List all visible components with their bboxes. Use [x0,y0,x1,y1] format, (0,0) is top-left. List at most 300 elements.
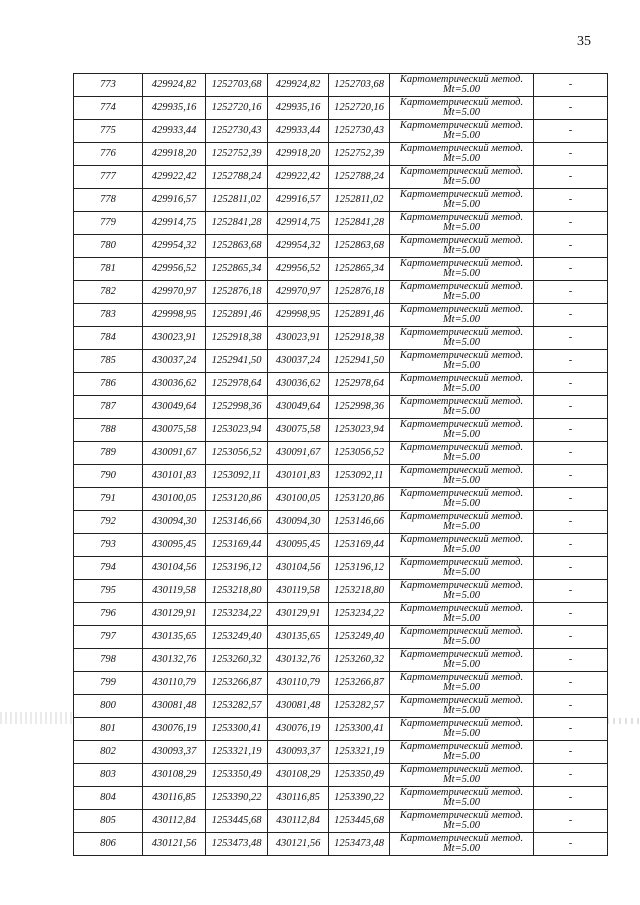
y-coordinate-cell: 1252941,50 [329,350,390,373]
x-coordinate-cell: 430023,91 [143,327,206,350]
table-row [74,442,608,465]
accuracy-line: Mt=5.00 [442,107,481,118]
y-coordinate-cell: 1252891,46 [329,304,390,327]
x-coordinate-cell: 429933,44 [143,120,206,143]
x-coordinate-cell: 429935,16 [268,97,329,120]
accuracy-line: Mt=5.00 [442,176,481,187]
method-line: Картометрический метод. [399,603,524,614]
method-line: Картометрический метод. [399,580,524,591]
table-row [74,511,608,534]
method-cell [390,281,534,304]
note-cell: - [534,442,608,465]
point-number-cell: 786 [74,373,143,396]
y-coordinate-cell: 1253390,22 [206,787,268,810]
y-coordinate-cell: 1253266,87 [329,672,390,695]
accuracy-line: Mt=5.00 [442,774,481,785]
point-number-cell: 785 [74,350,143,373]
method-cell [390,511,534,534]
point-number-cell: 790 [74,465,143,488]
x-coordinate-cell: 429922,42 [143,166,206,189]
method-line: Картометрический метод. [399,166,524,177]
accuracy-line: Mt=5.00 [442,498,481,509]
method-cell [390,718,534,741]
table-row [74,304,608,327]
table-row [74,649,608,672]
x-coordinate-cell: 430049,64 [268,396,329,419]
y-coordinate-cell: 1252978,64 [206,373,268,396]
table-row [74,557,608,580]
accuracy-line: Mt=5.00 [442,544,481,555]
x-coordinate-cell: 430110,79 [268,672,329,695]
point-number-cell: 780 [74,235,143,258]
accuracy-line: Mt=5.00 [442,567,481,578]
x-coordinate-cell: 430081,48 [268,695,329,718]
note-cell: - [534,304,608,327]
y-coordinate-cell: 1253350,49 [329,764,390,787]
x-coordinate-cell: 430036,62 [268,373,329,396]
accuracy-line: Mt=5.00 [442,268,481,279]
accuracy-line: Mt=5.00 [442,429,481,440]
note-cell: - [534,143,608,166]
note-cell: - [534,764,608,787]
table-row [74,833,608,856]
y-coordinate-cell: 1253092,11 [206,465,268,488]
y-coordinate-cell: 1252876,18 [329,281,390,304]
point-number-cell: 775 [74,120,143,143]
table-row [74,695,608,718]
point-number-cell: 796 [74,603,143,626]
note-cell: - [534,120,608,143]
note-cell: - [534,235,608,258]
note-cell: - [534,833,608,856]
y-coordinate-cell: 1252730,43 [206,120,268,143]
note-cell: - [534,603,608,626]
accuracy-line: Mt=5.00 [442,820,481,831]
point-number-cell: 801 [74,718,143,741]
table-row [74,603,608,626]
x-coordinate-cell: 430101,83 [268,465,329,488]
point-number-cell: 799 [74,672,143,695]
note-cell: - [534,419,608,442]
accuracy-line: Mt=5.00 [442,521,481,532]
x-coordinate-cell: 430119,58 [268,580,329,603]
x-coordinate-cell: 429924,82 [143,74,206,97]
method-cell [390,534,534,557]
point-number-cell: 797 [74,626,143,649]
method-line: Картометрический метод. [399,442,524,453]
method-line: Картометрический метод. [399,741,524,752]
x-coordinate-cell: 430108,29 [143,764,206,787]
table-row [74,120,608,143]
y-coordinate-cell: 1253146,66 [206,511,268,534]
point-number-cell: 774 [74,97,143,120]
accuracy-line: Mt=5.00 [442,636,481,647]
note-cell: - [534,534,608,557]
table-row [74,258,608,281]
method-line: Картометрический метод. [399,258,524,269]
method-line: Картометрический метод. [399,649,524,660]
note-cell: - [534,74,608,97]
x-coordinate-cell: 430023,91 [268,327,329,350]
method-cell [390,212,534,235]
table-row [74,764,608,787]
y-coordinate-cell: 1252720,16 [329,97,390,120]
method-cell [390,488,534,511]
accuracy-line: Mt=5.00 [442,383,481,394]
method-cell [390,373,534,396]
y-coordinate-cell: 1253321,19 [329,741,390,764]
method-line: Картометрический метод. [399,304,524,315]
table-row [74,465,608,488]
table-row [74,189,608,212]
x-coordinate-cell: 430132,76 [143,649,206,672]
x-coordinate-cell: 430036,62 [143,373,206,396]
y-coordinate-cell: 1253260,32 [329,649,390,672]
x-coordinate-cell: 429918,20 [143,143,206,166]
page-number: 35 [577,34,591,49]
note-cell: - [534,580,608,603]
method-cell [390,396,534,419]
accuracy-line: Mt=5.00 [442,130,481,141]
point-number-cell: 789 [74,442,143,465]
table-row [74,488,608,511]
y-coordinate-cell: 1253260,32 [206,649,268,672]
table-row [74,235,608,258]
y-coordinate-cell: 1252918,38 [206,327,268,350]
y-coordinate-cell: 1252863,68 [329,235,390,258]
y-coordinate-cell: 1253473,48 [329,833,390,856]
accuracy-line: Mt=5.00 [442,728,481,739]
x-coordinate-cell: 430135,65 [268,626,329,649]
x-coordinate-cell: 429918,20 [268,143,329,166]
note-cell: - [534,649,608,672]
x-coordinate-cell: 430132,76 [268,649,329,672]
y-coordinate-cell: 1253218,80 [206,580,268,603]
note-cell: - [534,281,608,304]
x-coordinate-cell: 430104,56 [268,557,329,580]
x-coordinate-cell: 429956,52 [143,258,206,281]
method-cell [390,580,534,603]
table-row [74,281,608,304]
y-coordinate-cell: 1252865,34 [329,258,390,281]
point-number-cell: 783 [74,304,143,327]
x-coordinate-cell: 430116,85 [143,787,206,810]
method-line: Картометрический метод. [399,281,524,292]
x-coordinate-cell: 430081,48 [143,695,206,718]
note-cell: - [534,258,608,281]
y-coordinate-cell: 1252891,46 [206,304,268,327]
x-coordinate-cell: 429933,44 [268,120,329,143]
x-coordinate-cell: 430121,56 [268,833,329,856]
accuracy-line: Mt=5.00 [442,84,481,95]
y-coordinate-cell: 1253120,86 [206,488,268,511]
method-line: Картометрический метод. [399,718,524,729]
table-row [74,143,608,166]
point-number-cell: 784 [74,327,143,350]
y-coordinate-cell: 1253321,19 [206,741,268,764]
y-coordinate-cell: 1252730,43 [329,120,390,143]
note-cell: - [534,166,608,189]
accuracy-line: Mt=5.00 [442,199,481,210]
method-line: Картометрический метод. [399,787,524,798]
y-coordinate-cell: 1253023,94 [329,419,390,442]
accuracy-line: Mt=5.00 [442,153,481,164]
x-coordinate-cell: 430104,56 [143,557,206,580]
method-cell [390,672,534,695]
x-coordinate-cell: 430112,84 [268,810,329,833]
note-cell: - [534,626,608,649]
x-coordinate-cell: 430076,19 [268,718,329,741]
table-row [74,350,608,373]
point-number-cell: 781 [74,258,143,281]
point-number-cell: 795 [74,580,143,603]
accuracy-line: Mt=5.00 [442,452,481,463]
table-row [74,741,608,764]
table-row [74,580,608,603]
table-row [74,626,608,649]
y-coordinate-cell: 1253234,22 [206,603,268,626]
note-cell: - [534,488,608,511]
y-coordinate-cell: 1252811,02 [329,189,390,212]
point-number-cell: 779 [74,212,143,235]
y-coordinate-cell: 1253445,68 [206,810,268,833]
method-line: Картометрический метод. [399,143,524,154]
method-cell [390,120,534,143]
x-coordinate-cell: 430091,67 [143,442,206,465]
method-cell [390,557,534,580]
table-row [74,74,608,97]
table-row [74,810,608,833]
x-coordinate-cell: 430119,58 [143,580,206,603]
method-line: Картометрический метод. [399,626,524,637]
note-cell: - [534,396,608,419]
method-cell [390,258,534,281]
method-cell [390,442,534,465]
y-coordinate-cell: 1252918,38 [329,327,390,350]
x-coordinate-cell: 429956,52 [268,258,329,281]
method-cell [390,833,534,856]
method-cell [390,97,534,120]
point-number-cell: 778 [74,189,143,212]
method-line: Картометрический метод. [399,350,524,361]
accuracy-line: Mt=5.00 [442,291,481,302]
method-line: Картометрический метод. [399,557,524,568]
method-cell [390,304,534,327]
point-number-cell: 802 [74,741,143,764]
x-coordinate-cell: 429916,57 [143,189,206,212]
method-line: Картометрический метод. [399,189,524,200]
accuracy-line: Mt=5.00 [442,659,481,670]
point-number-cell: 803 [74,764,143,787]
note-cell: - [534,741,608,764]
y-coordinate-cell: 1252841,28 [329,212,390,235]
accuracy-line: Mt=5.00 [442,360,481,371]
y-coordinate-cell: 1253056,52 [329,442,390,465]
accuracy-line: Mt=5.00 [442,222,481,233]
point-number-cell: 782 [74,281,143,304]
accuracy-line: Mt=5.00 [442,682,481,693]
x-coordinate-cell: 430095,45 [143,534,206,557]
method-cell [390,74,534,97]
y-coordinate-cell: 1252841,28 [206,212,268,235]
note-cell: - [534,373,608,396]
x-coordinate-cell: 430112,84 [143,810,206,833]
note-cell: - [534,511,608,534]
x-coordinate-cell: 430101,83 [143,465,206,488]
note-cell: - [534,695,608,718]
method-line: Картометрический метод. [399,97,524,108]
method-line: Картометрический метод. [399,695,524,706]
x-coordinate-cell: 429916,57 [268,189,329,212]
x-coordinate-cell: 430049,64 [143,396,206,419]
note-cell: - [534,350,608,373]
point-number-cell: 800 [74,695,143,718]
x-coordinate-cell: 430135,65 [143,626,206,649]
table-row [74,166,608,189]
y-coordinate-cell: 1252703,68 [206,74,268,97]
table-row [74,97,608,120]
y-coordinate-cell: 1253234,22 [329,603,390,626]
y-coordinate-cell: 1253120,86 [329,488,390,511]
x-coordinate-cell: 430095,45 [268,534,329,557]
accuracy-line: Mt=5.00 [442,590,481,601]
method-line: Картометрический метод. [399,212,524,223]
y-coordinate-cell: 1252998,36 [206,396,268,419]
x-coordinate-cell: 430129,91 [268,603,329,626]
y-coordinate-cell: 1253169,44 [329,534,390,557]
method-line: Картометрический метод. [399,74,524,85]
x-coordinate-cell: 429935,16 [143,97,206,120]
x-coordinate-cell: 429970,97 [268,281,329,304]
y-coordinate-cell: 1252788,24 [329,166,390,189]
method-line: Картометрический метод. [399,833,524,844]
table-row [74,534,608,557]
table-row [74,718,608,741]
point-number-cell: 805 [74,810,143,833]
y-coordinate-cell: 1253196,12 [206,557,268,580]
y-coordinate-cell: 1253092,11 [329,465,390,488]
note-cell: - [534,327,608,350]
y-coordinate-cell: 1253282,57 [206,695,268,718]
point-number-cell: 804 [74,787,143,810]
y-coordinate-cell: 1253056,52 [206,442,268,465]
note-cell: - [534,672,608,695]
y-coordinate-cell: 1252876,18 [206,281,268,304]
accuracy-line: Mt=5.00 [442,613,481,624]
y-coordinate-cell: 1253196,12 [329,557,390,580]
method-cell [390,235,534,258]
x-coordinate-cell: 430037,24 [143,350,206,373]
x-coordinate-cell: 430094,30 [143,511,206,534]
y-coordinate-cell: 1253445,68 [329,810,390,833]
y-coordinate-cell: 1252863,68 [206,235,268,258]
x-coordinate-cell: 430100,05 [143,488,206,511]
point-number-cell: 793 [74,534,143,557]
y-coordinate-cell: 1252752,39 [329,143,390,166]
y-coordinate-cell: 1253023,94 [206,419,268,442]
y-coordinate-cell: 1252703,68 [329,74,390,97]
method-line: Картометрический метод. [399,534,524,545]
accuracy-line: Mt=5.00 [442,245,481,256]
note-cell: - [534,718,608,741]
x-coordinate-cell: 430121,56 [143,833,206,856]
note-cell: - [534,465,608,488]
method-line: Картометрический метод. [399,488,524,499]
x-coordinate-cell: 429954,32 [143,235,206,258]
point-number-cell: 792 [74,511,143,534]
method-line: Картометрический метод. [399,810,524,821]
y-coordinate-cell: 1253300,41 [206,718,268,741]
x-coordinate-cell: 429998,95 [143,304,206,327]
y-coordinate-cell: 1252720,16 [206,97,268,120]
note-cell: - [534,557,608,580]
table-row [74,419,608,442]
method-cell [390,626,534,649]
x-coordinate-cell: 430100,05 [268,488,329,511]
point-number-cell: 777 [74,166,143,189]
accuracy-line: Mt=5.00 [442,406,481,417]
method-cell [390,189,534,212]
y-coordinate-cell: 1253300,41 [329,718,390,741]
y-coordinate-cell: 1252998,36 [329,396,390,419]
note-cell: - [534,810,608,833]
method-cell [390,603,534,626]
method-cell [390,695,534,718]
x-coordinate-cell: 429924,82 [268,74,329,97]
x-coordinate-cell: 430093,37 [143,741,206,764]
point-number-cell: 773 [74,74,143,97]
accuracy-line: Mt=5.00 [442,314,481,325]
table-row [74,327,608,350]
x-coordinate-cell: 430076,19 [143,718,206,741]
point-number-cell: 806 [74,833,143,856]
method-cell [390,764,534,787]
point-number-cell: 787 [74,396,143,419]
x-coordinate-cell: 430075,58 [143,419,206,442]
note-cell: - [534,189,608,212]
x-coordinate-cell: 430110,79 [143,672,206,695]
y-coordinate-cell: 1252752,39 [206,143,268,166]
method-line: Картометрический метод. [399,373,524,384]
note-cell: - [534,97,608,120]
x-coordinate-cell: 430094,30 [268,511,329,534]
x-coordinate-cell: 430075,58 [268,419,329,442]
y-coordinate-cell: 1253266,87 [206,672,268,695]
accuracy-line: Mt=5.00 [442,843,481,854]
y-coordinate-cell: 1252865,34 [206,258,268,281]
table-row [74,672,608,695]
y-coordinate-cell: 1253350,49 [206,764,268,787]
y-coordinate-cell: 1253282,57 [329,695,390,718]
y-coordinate-cell: 1253169,44 [206,534,268,557]
y-coordinate-cell: 1253390,22 [329,787,390,810]
method-cell [390,419,534,442]
point-number-cell: 798 [74,649,143,672]
point-number-cell: 788 [74,419,143,442]
note-cell: - [534,212,608,235]
point-number-cell: 791 [74,488,143,511]
point-number-cell: 776 [74,143,143,166]
point-number-cell: 794 [74,557,143,580]
x-coordinate-cell: 430108,29 [268,764,329,787]
method-cell [390,465,534,488]
accuracy-line: Mt=5.00 [442,751,481,762]
x-coordinate-cell: 430037,24 [268,350,329,373]
method-cell [390,143,534,166]
table-row [74,396,608,419]
note-cell: - [534,787,608,810]
accuracy-line: Mt=5.00 [442,337,481,348]
